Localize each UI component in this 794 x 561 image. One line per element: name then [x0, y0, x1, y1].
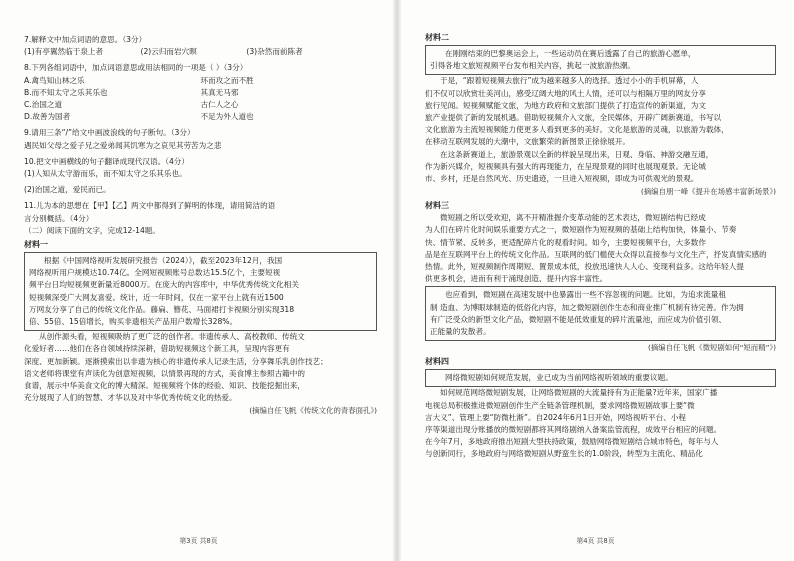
q7-item-1: (1)有亭翼然临于泉上者	[24, 47, 104, 57]
material3-line: 微短剧之所以受欢迎，离不开精准握介变革动能的艺术表达，微短剧结构已经成	[440, 213, 706, 223]
q7-stem: 7.解释文中加点词语的意思。（3分）	[24, 35, 147, 44]
material2-line: 作为新兴媒介，短视频具有强大的再现能力，在呈现景观的同时也展现观景。无论城	[425, 161, 706, 171]
q7-item-2: (2)云归而岩穴暝	[140, 47, 197, 57]
material2-line: 在移动互联网发展的大潮中，文旅繁荣的新图景正徐徐展开。	[425, 137, 631, 147]
q10-item-2: (2)治国之道，爱民而已。	[24, 185, 111, 195]
q8-option-a: A.禽鸟知山林之乐 环而攻之而不胜	[24, 75, 254, 85]
material2-box-line: 引得各地文旅短视频平台发布相关内容，挑起一波旅游热潮。	[430, 61, 636, 71]
q11-line-2: 言分别概括。（4分）	[24, 213, 94, 223]
material2-line: 于是，“跟着短视频去旅行”成为越来越多人的选择。透过小小的手机屏幕，人	[440, 76, 699, 86]
material2-line: 旅行见闻。短视频赋能文旅，为地方政府和文旅部门提供了打造宣传的新渠道，为文	[425, 100, 706, 110]
material2-line: 市、乡村，还是自然风光、历史遗迹，一旦进入短视频，即成为可供观光的景观。	[425, 174, 699, 184]
material4-line: 电视总局积极推进微短剧创作生产全链条管理机制，要求网络微短剧故事上要“微	[425, 400, 695, 410]
material2-title: 材料二	[425, 33, 449, 42]
material4-paragraph	[425, 387, 776, 460]
material2-paragraph-1	[425, 75, 776, 148]
material1-title: 材料一	[24, 240, 48, 250]
right-page	[397, 0, 794, 561]
material3-title: 材料三	[425, 201, 449, 211]
q9-sentence: 遇民如父母之爱子兄之爱弟闻其饥寒为之哀见其劳苦为之悲	[24, 140, 222, 150]
material1-line: 从创作源头看，短视频吸纳了更广泛的创作者。非遗传承人、高校教师、传统文	[39, 332, 305, 342]
material1-box-line: 倍、55倍、15倍增长，购买非遗相关产品用户数增长328%。	[29, 317, 238, 327]
material1-box-line: 频平台日均短视频更新量近8000万。在庞大的内容库中，中华优秀传统文化相关	[29, 280, 299, 290]
material1-source: (摘编自任飞帆《传统文化的青春面孔》)	[249, 406, 377, 416]
material3-box	[425, 286, 776, 341]
material2-line: 旅产业提供了新的发展机遇。借助短视频介入文旅，全民媒体，开辟广阔新赛道，书写以	[425, 113, 722, 123]
material2-line: 在这条新赛道上，旅游景观以全新的样貌呈现出来，日观、身临、神游交融互通，	[440, 149, 714, 159]
material1-line: 化爱好者……他们在各自领域持续深耕，借助短视频这个新工具，呈现内容更有	[24, 344, 290, 354]
material1-box-line: 根据《中国网络视听发展研究报告（2024）》，截至2023年12月，我国	[44, 256, 283, 266]
material1-line: 深度、更加新颖。逐渐摸索出以非遗为核心的非遗传承人记录生活，分享舞乐乳创作技艺；	[24, 356, 328, 366]
left-page-content	[24, 34, 377, 417]
material3-box-line: 有广泛受众的新型文化产品，微短剧不能是低效重复的碎片流量池，而应成为价值引领、	[430, 314, 727, 324]
q8-option-c: C.治国之道 古仁人之心	[24, 100, 239, 110]
material1-box-line: 网络视听用户规模达10.74亿。全网短视频账号总数达15.5亿个，主要短视	[29, 268, 281, 278]
right-page-footer: 第4页 共8页	[576, 537, 615, 545]
q7-item-3: (3)杂然而前陈者	[246, 47, 303, 57]
material3-source: (摘编自任飞帆《微短剧如何“短而精”》)	[648, 343, 776, 353]
material4-line: 如何规范网络微短剧发展，让网络微短剧的大流量持有为正能量?近年来，国家广播	[440, 388, 718, 398]
material4-title: 材料四	[425, 357, 449, 367]
material2-line: 们不仅可以欣赏壮美河山，感受辽阔大地的风土人情，还可以与相隔万里的网友分享	[425, 88, 706, 98]
material1-line: 食谱，展示中华美食文化的博大精深。短视频将个体的经验、知识、技能挖掘出来，	[24, 381, 305, 391]
material4-line: 言大义”、管理上要“防微杜渐”。自2024年6月1日开始，网络视听平台、小程	[425, 412, 687, 422]
q7-items	[24, 46, 377, 58]
left-page-footer: 第3页 共8页	[179, 537, 218, 545]
material2-source: (摘编自朋一峰《提升在场感丰富新场景》)	[640, 187, 776, 197]
material1-line: 语文老师将课堂有声读化为创意短视频，以情景再现的方式，美食博主参照古籍中的	[24, 368, 305, 378]
q9-stem: 9.请用三条“/”给文中画波浪线的句子断句。（3分）	[24, 128, 195, 138]
material3-box-line: 制 造血、为博眼球制造的低俗化内容，加之微短剧创作生态和商业推广机制有待完善。作为拥	[430, 302, 744, 312]
material4-line: 与创新同行，多地政府与网络微短剧从野蛮生长的1.0阶段，转型为主流化、精品化	[425, 449, 703, 459]
material2-paragraph-2	[425, 149, 776, 186]
material3-box-line: 也应看到，微短剧在高速发展中也暴露出一些不容忽视的问题。比如，为追求流量租	[445, 290, 726, 300]
section2-heading: （二）阅读下面的文字，完成12-14题。	[24, 225, 160, 235]
q10-item-1: (1)人知从太守游而乐，而不知太守之乐其乐也。	[24, 169, 187, 179]
material2-box-line: 在刚刚结束的巴黎奥运会上，一些运动员在赛后透露了自己的旅游心愿单，	[445, 49, 696, 58]
right-page-content	[425, 30, 776, 461]
material4-line: 序等渠道出现分账播放的微短剧都将其网络剧纳入备案监管流程，成效平台相应的问题。	[425, 425, 722, 435]
material1-line: 充分展现了人们的智慧、才华以及对中华优秀传统文化的热爱。	[24, 393, 237, 403]
material3-line: 快、情节紧、反转多，更适配碎片化的观看时间。如今，主要短视频平台，大多数作	[425, 237, 706, 247]
material3-box-line: 正能量的发散者。	[430, 327, 491, 337]
material1-paragraph	[24, 331, 377, 404]
material4-line: 网络微短剧如何规范发展，业已成为当前网络视听领域的重要议题。	[445, 373, 673, 383]
q8-option-d: D.故善为国者 不足为外人道也	[24, 112, 254, 122]
material3-line: 品是在互联网平台上的传统文化作品。互联网的低门槛使大众得以直接参与文化生产，抒发真情实感的	[425, 249, 767, 259]
material4-line: 在今年7月，多地政府推出短剧大型扶持政策，鼓励网络微短剧结合城市特色，每年与人	[425, 437, 719, 447]
material1-box-line: 万网友分享了自己的传统文化作品。藤扁、簪花、马面裙打卡视频分别实现318	[29, 304, 295, 314]
material1-box-line: 短视频深受广大网友喜爱。统计，近一年时间，仅在一家平台上就有近1500	[29, 292, 284, 302]
q11-line-1: 11.儿为本的思想在【甲】【乙】两文中都得到了鲜明的体现，请用简洁的语	[24, 201, 276, 211]
material3-line: 为人们在碎片化时间娱乐重要方式之一，微短剧作为短视频的基础上结构加快，体量小、节奏	[425, 225, 737, 235]
q8-stem: 8.下列各组词语中，加点词语意思或用法相同的一项是（ ）（3分）	[24, 63, 248, 73]
material3-paragraph	[425, 212, 776, 285]
material4-box	[425, 369, 776, 387]
q8-option-b: B.而不知太守之乐其乐也 其真无马邪	[24, 87, 239, 97]
material3-line: 热情。此外，短视频制作周期短、置景成本低，投放迅速快人人心、变现利益多。这给年轻人提	[425, 262, 744, 272]
material3-line: 供更多机会，进而有利于涌现创造、提升内容丰富性。	[425, 274, 608, 284]
material2-box	[425, 45, 776, 75]
material2-line: 文化旅游为主流短视频能力使更多人看到更多的美好。文化是旅游的灵魂，以旅游为载体，	[425, 125, 729, 135]
material1-box	[24, 252, 377, 331]
q10-stem: 10.把文中画横线的句子翻译成现代汉语。（4分）	[24, 156, 189, 166]
